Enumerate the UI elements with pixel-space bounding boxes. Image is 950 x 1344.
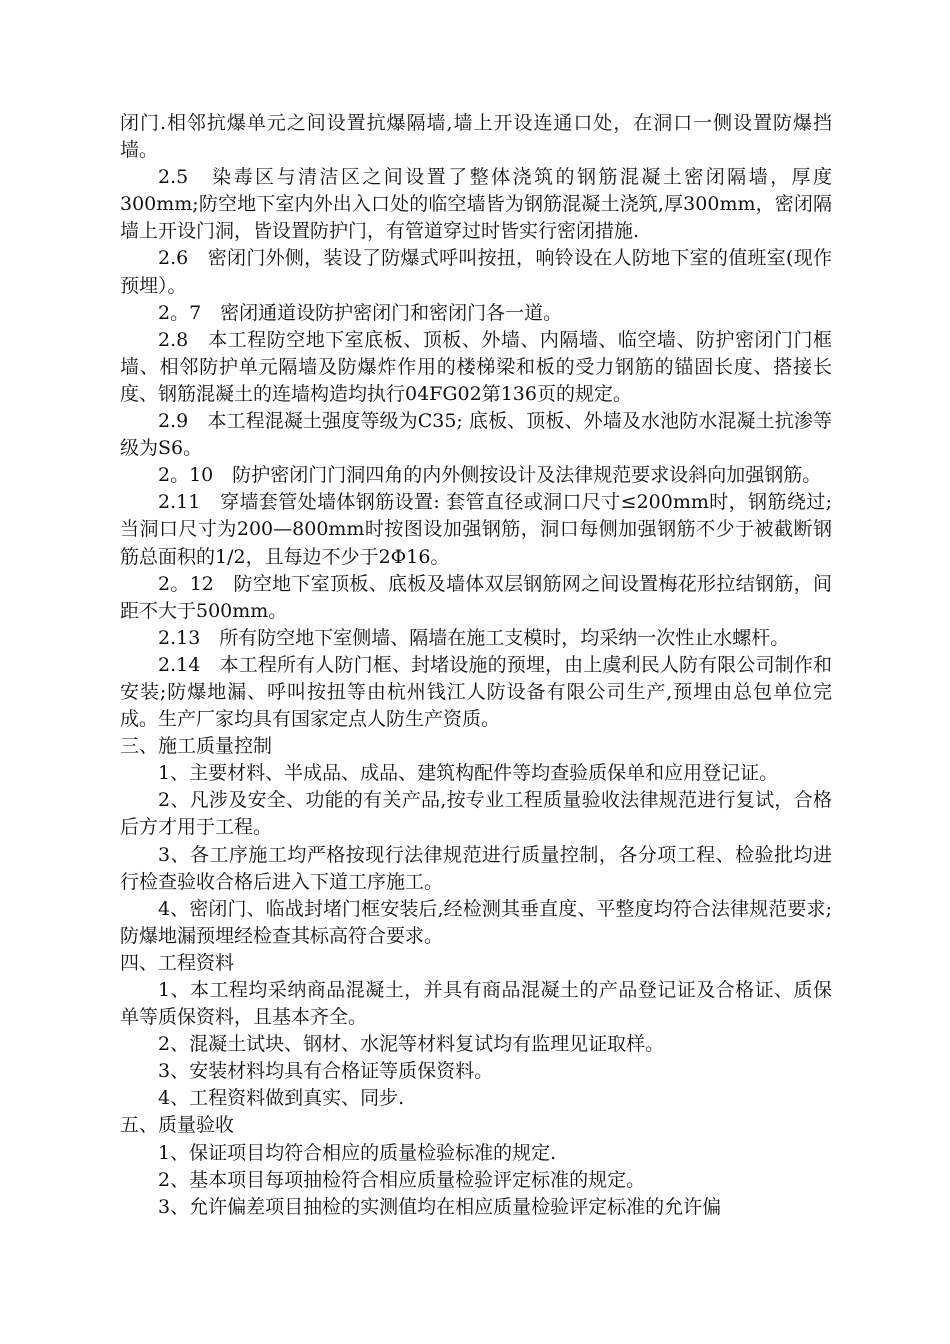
section-heading-project-records: 四、工程资料 (120, 951, 235, 974)
paragraph-2-12: 2。12 防空地下室顶板、底板及墙体双层钢筋网之间设置梅花形拉结钢筋，间距不大于500mm。 (120, 572, 832, 622)
paragraph-2-10: 2。10 防护密闭门门洞四角的内外侧按设计及法律规范要求设斜向加强钢筋。 (158, 464, 822, 487)
records-item-4: 4、工程资料做到真实、同步. (158, 1087, 405, 1110)
quality-control-item-4: 4、密闭门、临战封堵门框安装后,经检测其垂直度、平整度均符合法律规范要求; 防爆地漏预埋经检查其标高符合要求。 (120, 897, 832, 947)
section-heading-acceptance: 五、质量验收 (120, 1114, 235, 1137)
paragraph-2-6: 2.6 密闭门外侧，装设了防爆式呼叫按扭，响铃设在人防地下室的值班室(现作预埋）。 (120, 247, 832, 297)
paragraph-2-8: 2.8 本工程防空地下室底板、顶板、外墙、内隔墙、临空墙、防护密闭门门框墙、相邻防护单元隔墙及防爆炸作用的楼梯梁和板的受力钢筋的锚固长度、搭接长度、钢筋混凝土的连墙构造均执行04FG02第136页的规定。 (120, 328, 832, 405)
paragraph-2-9: 2.9 本工程混凝土强度等级为C35; 底板、顶板、外墙及水池防水混凝土抗渗等级为S6。 (120, 410, 832, 460)
paragraph-2-11: 2.11 穿墙套管处墙体钢筋设置: 套管直径或洞口尺寸≤200mm时，钢筋绕过; 当洞口尺寸为200—800mm时按图设加强钢筋，洞口每侧加强钢筋不少于被截断钢筋总面积的1/2，且每边不少于2Φ16。 (120, 491, 832, 568)
section-heading-quality-control: 三、施工质量控制 (120, 735, 273, 758)
acceptance-item-2: 2、基本项目每项抽检符合相应质量检验评定标准的规定。 (158, 1168, 646, 1191)
paragraph-2-14: 2.14 本工程所有人防门框、封堵设施的预埋，由上虞利民人防有限公司制作和安装;防爆地漏、呼叫按扭等由杭州钱江人防设备有限公司生产,预埋由总包单位完成。生产厂家均具有国家定点人防生产资质。 (120, 653, 832, 731)
document-body (120, 110, 832, 1221)
paragraph-2-13: 2.13 所有防空地下室侧墙、隔墙在施工支模时，均采纳一次性止水螺杆。 (158, 626, 790, 649)
records-item-3: 3、安装材料均具有合格证等质保资料。 (158, 1060, 494, 1083)
records-item-1: 1、本工程均采纳商品混凝土，并具有商品混凝土的产品登记证及合格证、质保单等质保资料，且基本齐全。 (120, 979, 832, 1029)
acceptance-item-3: 3、允许偏差项目抽检的实测值均在相应质量检验评定标准的允许偏 (158, 1195, 722, 1218)
paragraph-2-5: 2.5 染毒区与清洁区之间设置了整体浇筑的钢筋混凝土密闭隔墙，厚度300mm;防空地下室内外出入口处的临空墙皆为钢筋混凝土浇筑,厚300mm，密闭隔墙上开设门洞，皆设置防护门，有管道穿过时皆实行密闭措施. (120, 166, 832, 243)
quality-control-item-3: 3、各工序施工均严格按现行法律规范进行质量控制，各分项工程、检验批均进行检查验收合格后进入下道工序施工。 (120, 843, 832, 893)
paragraph-blast-wall: 闭门.相邻抗爆单元之间设置抗爆隔墙,墙上开设连通口处，在洞口一侧设置防爆挡墙。 (120, 112, 832, 162)
records-item-2: 2、混凝土试块、钢材、水泥等材料复试均有监理见证取样。 (158, 1033, 665, 1056)
quality-control-item-2: 2、凡涉及安全、功能的有关产品,按专业工程质量验收法律规范进行复试，合格后方才用于工程。 (120, 789, 832, 839)
quality-control-item-1: 1、主要材料、半成品、成品、建筑构配件等均查验质保单和应用登记证。 (158, 762, 779, 785)
paragraph-2-7: 2。7 密闭通道设防护密闭门和密闭门各一道。 (158, 301, 563, 324)
acceptance-item-1: 1、保证项目均符合相应的质量检验标准的规定. (158, 1141, 557, 1164)
